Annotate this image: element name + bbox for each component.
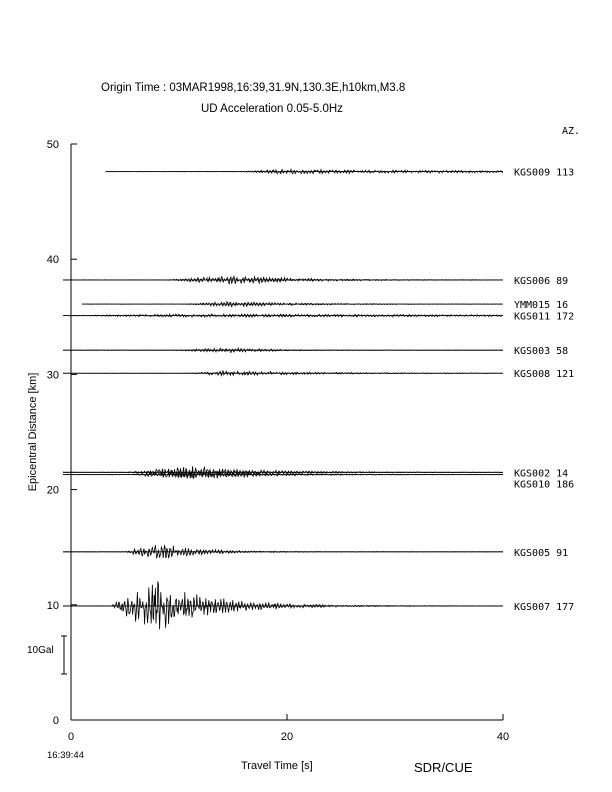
y-tick-label: 10 [46, 599, 59, 612]
y-tick-label: 30 [46, 369, 59, 382]
station-label: KGS007 177 [514, 601, 575, 613]
station-label: KGS011 172 [514, 311, 575, 323]
y-tick-label: 0 [52, 715, 59, 727]
chart-subtitle: UD Acceleration 0.05-5.0Hz [201, 103, 343, 115]
seismogram-trace-kgs006 [63, 276, 503, 284]
x-tick-label: 0 [67, 731, 75, 743]
y-tick-label: 40 [46, 254, 59, 267]
seismogram-trace-kgs007 [63, 581, 503, 629]
y-axis-label: Epicentral Distance [km] [27, 372, 39, 492]
station-label: YMM015 16 [514, 300, 569, 312]
credit-label: SDR/CUE [414, 760, 473, 775]
x-tick-label: 20 [280, 731, 294, 743]
station-label: KGS003 58 [514, 346, 569, 358]
station-label: KGS005 91 [514, 547, 569, 559]
start-time-label: 16:39:44 [47, 750, 84, 761]
chart-title: Origin Time : 03MAR1998,16:39,31.9N,130.3E,h10km,M3.8 [101, 82, 406, 94]
station-label: KGS010 186 [514, 479, 575, 491]
y-tick-label: 50 [46, 139, 59, 151]
station-label: KGS002 14 [514, 468, 569, 480]
azimuth-header: AZ. [562, 126, 581, 137]
x-axis-label: Travel Time [s] [241, 760, 313, 772]
station-label: KGS008 121 [514, 369, 575, 381]
x-tick-label: 40 [496, 731, 510, 743]
scale-bar-label: 10Gal [27, 645, 54, 656]
station-label: KGS009 113 [514, 167, 575, 179]
station-label: KGS006 89 [514, 275, 569, 287]
y-tick-label: 20 [46, 484, 59, 497]
